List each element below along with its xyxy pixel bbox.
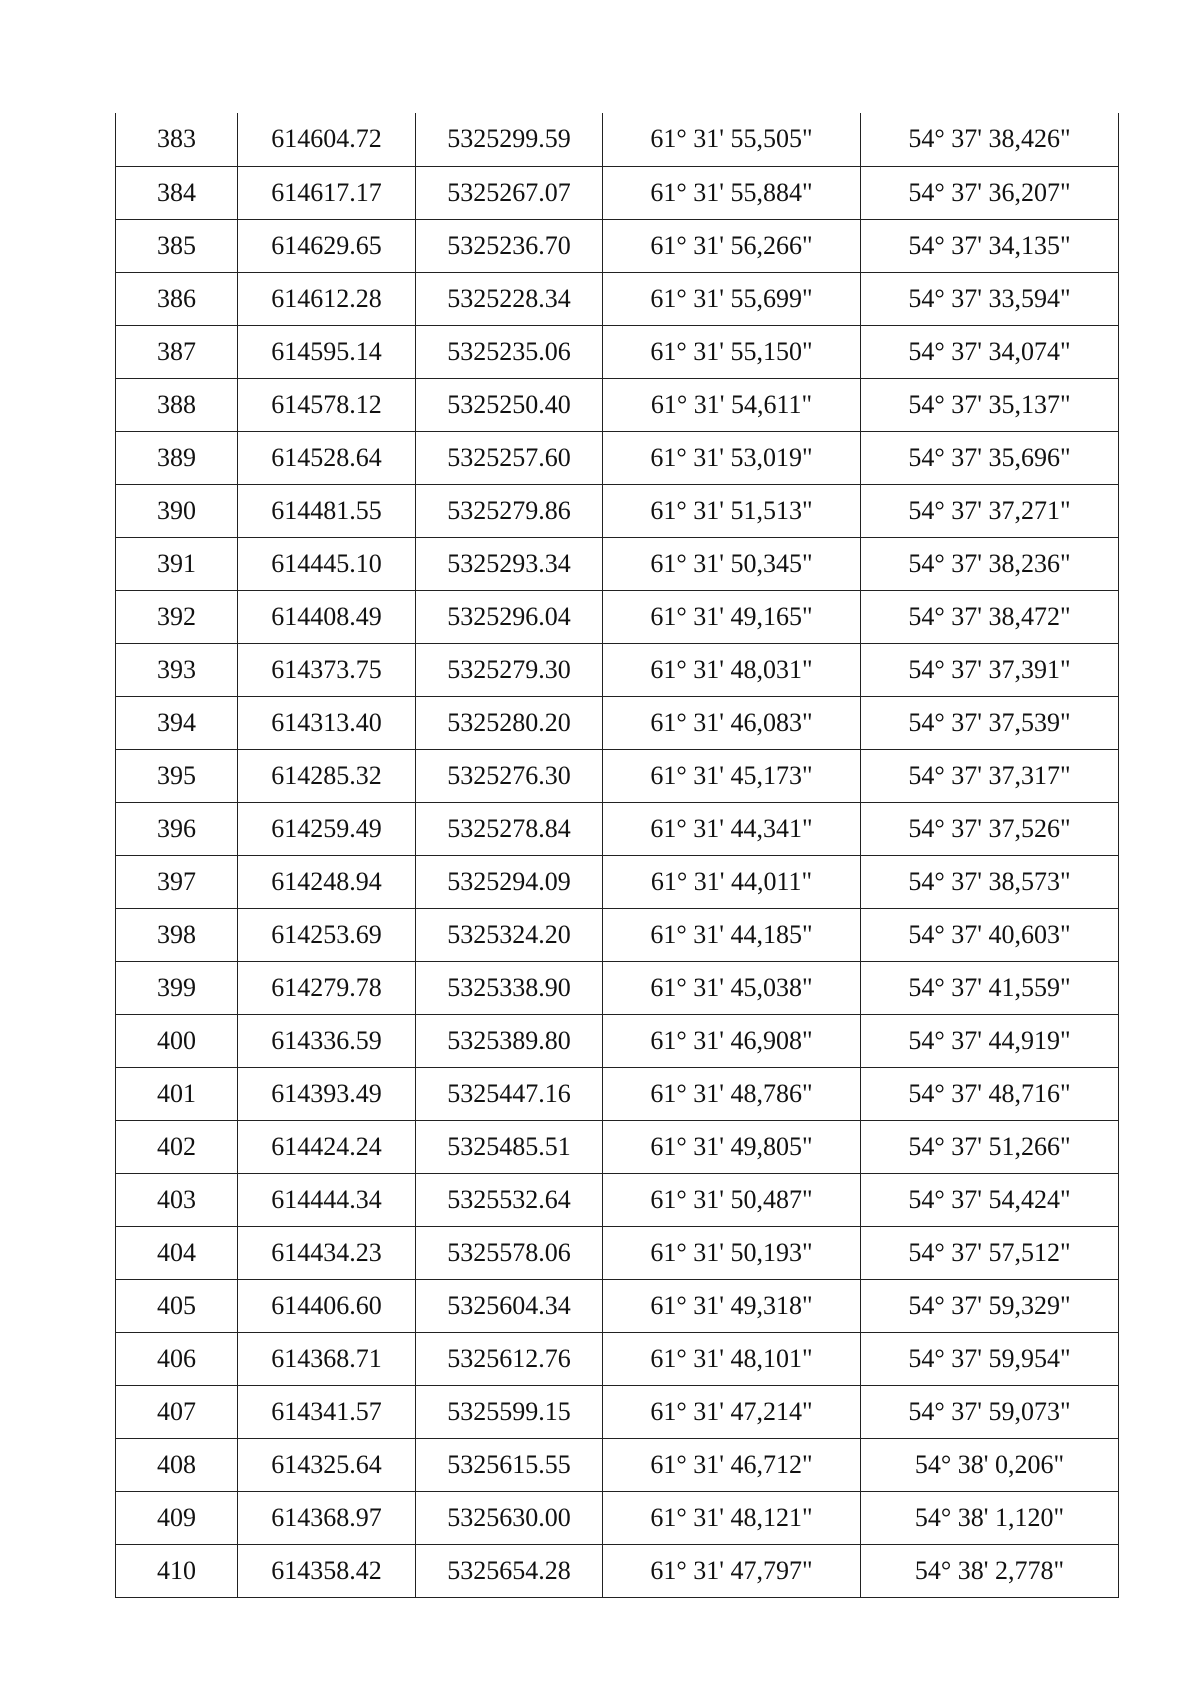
x-coordinate-cell: 614481.55 [238,484,416,537]
latitude-cell: 54° 37' 59,954" [861,1332,1119,1385]
x-coordinate-cell: 614406.60 [238,1279,416,1332]
longitude-cell: 61° 31' 49,165" [603,590,861,643]
longitude-cell: 61° 31' 54,611" [603,378,861,431]
y-coordinate-cell: 5325267.07 [416,166,603,219]
latitude-cell: 54° 37' 59,073" [861,1385,1119,1438]
point-number-cell: 406 [116,1332,238,1385]
point-number-cell: 394 [116,696,238,749]
table-row [116,378,1119,431]
point-number-cell: 389 [116,431,238,484]
longitude-cell: 61° 31' 48,031" [603,643,861,696]
table-row [116,1120,1119,1173]
y-coordinate-cell: 5325599.15 [416,1385,603,1438]
table-row [116,431,1119,484]
point-number-cell: 387 [116,325,238,378]
longitude-cell: 61° 31' 45,173" [603,749,861,802]
point-number-cell: 391 [116,537,238,590]
point-number-cell: 410 [116,1544,238,1597]
x-coordinate-cell: 614368.71 [238,1332,416,1385]
latitude-cell: 54° 37' 34,135" [861,219,1119,272]
y-coordinate-cell: 5325604.34 [416,1279,603,1332]
y-coordinate-cell: 5325235.06 [416,325,603,378]
x-coordinate-cell: 614528.64 [238,431,416,484]
point-number-cell: 399 [116,961,238,1014]
latitude-cell: 54° 37' 44,919" [861,1014,1119,1067]
latitude-cell: 54° 37' 38,426" [861,113,1119,166]
point-number-cell: 392 [116,590,238,643]
longitude-cell: 61° 31' 51,513" [603,484,861,537]
table-row [116,1014,1119,1067]
y-coordinate-cell: 5325338.90 [416,961,603,1014]
table-row [116,113,1119,166]
latitude-cell: 54° 37' 40,603" [861,908,1119,961]
point-number-cell: 408 [116,1438,238,1491]
point-number-cell: 400 [116,1014,238,1067]
table-row [116,219,1119,272]
table-row [116,1173,1119,1226]
y-coordinate-cell: 5325654.28 [416,1544,603,1597]
latitude-cell: 54° 37' 41,559" [861,961,1119,1014]
longitude-cell: 61° 31' 50,193" [603,1226,861,1279]
x-coordinate-cell: 614444.34 [238,1173,416,1226]
longitude-cell: 61° 31' 46,712" [603,1438,861,1491]
latitude-cell: 54° 37' 36,207" [861,166,1119,219]
latitude-cell: 54° 37' 35,696" [861,431,1119,484]
y-coordinate-cell: 5325578.06 [416,1226,603,1279]
longitude-cell: 61° 31' 48,786" [603,1067,861,1120]
x-coordinate-cell: 614408.49 [238,590,416,643]
table-row [116,590,1119,643]
y-coordinate-cell: 5325612.76 [416,1332,603,1385]
table-row [116,696,1119,749]
x-coordinate-cell: 614279.78 [238,961,416,1014]
x-coordinate-cell: 614259.49 [238,802,416,855]
table-row [116,802,1119,855]
longitude-cell: 61° 31' 53,019" [603,431,861,484]
table-row [116,961,1119,1014]
longitude-cell: 61° 31' 55,505" [603,113,861,166]
longitude-cell: 61° 31' 46,083" [603,696,861,749]
latitude-cell: 54° 37' 54,424" [861,1173,1119,1226]
x-coordinate-cell: 614604.72 [238,113,416,166]
x-coordinate-cell: 614424.24 [238,1120,416,1173]
x-coordinate-cell: 614578.12 [238,378,416,431]
longitude-cell: 61° 31' 55,699" [603,272,861,325]
x-coordinate-cell: 614373.75 [238,643,416,696]
latitude-cell: 54° 38' 0,206" [861,1438,1119,1491]
y-coordinate-cell: 5325532.64 [416,1173,603,1226]
x-coordinate-cell: 614358.42 [238,1544,416,1597]
table-row [116,749,1119,802]
point-number-cell: 388 [116,378,238,431]
x-coordinate-cell: 614285.32 [238,749,416,802]
latitude-cell: 54° 37' 48,716" [861,1067,1119,1120]
y-coordinate-cell: 5325389.80 [416,1014,603,1067]
point-number-cell: 404 [116,1226,238,1279]
x-coordinate-cell: 614629.65 [238,219,416,272]
latitude-cell: 54° 37' 37,317" [861,749,1119,802]
point-number-cell: 386 [116,272,238,325]
longitude-cell: 61° 31' 50,487" [603,1173,861,1226]
table-row [116,1226,1119,1279]
x-coordinate-cell: 614368.97 [238,1491,416,1544]
x-coordinate-cell: 614595.14 [238,325,416,378]
latitude-cell: 54° 37' 37,271" [861,484,1119,537]
table-row [116,1332,1119,1385]
x-coordinate-cell: 614617.17 [238,166,416,219]
point-number-cell: 397 [116,855,238,908]
point-number-cell: 409 [116,1491,238,1544]
point-number-cell: 396 [116,802,238,855]
x-coordinate-cell: 614253.69 [238,908,416,961]
x-coordinate-cell: 614434.23 [238,1226,416,1279]
y-coordinate-cell: 5325257.60 [416,431,603,484]
latitude-cell: 54° 37' 34,074" [861,325,1119,378]
y-coordinate-cell: 5325324.20 [416,908,603,961]
longitude-cell: 61° 31' 44,341" [603,802,861,855]
point-number-cell: 385 [116,219,238,272]
table-row [116,1385,1119,1438]
x-coordinate-cell: 614313.40 [238,696,416,749]
point-number-cell: 393 [116,643,238,696]
y-coordinate-cell: 5325236.70 [416,219,603,272]
coordinates-table [115,113,1119,1598]
table-row [116,1544,1119,1597]
point-number-cell: 390 [116,484,238,537]
x-coordinate-cell: 614393.49 [238,1067,416,1120]
latitude-cell: 54° 37' 38,236" [861,537,1119,590]
latitude-cell: 54° 37' 37,526" [861,802,1119,855]
y-coordinate-cell: 5325280.20 [416,696,603,749]
y-coordinate-cell: 5325228.34 [416,272,603,325]
longitude-cell: 61° 31' 50,345" [603,537,861,590]
longitude-cell: 61° 31' 49,318" [603,1279,861,1332]
point-number-cell: 403 [116,1173,238,1226]
y-coordinate-cell: 5325279.30 [416,643,603,696]
table-row [116,272,1119,325]
y-coordinate-cell: 5325278.84 [416,802,603,855]
y-coordinate-cell: 5325294.09 [416,855,603,908]
latitude-cell: 54° 37' 59,329" [861,1279,1119,1332]
table-row [116,325,1119,378]
x-coordinate-cell: 614612.28 [238,272,416,325]
table-row [116,1438,1119,1491]
table-row [116,643,1119,696]
latitude-cell: 54° 38' 1,120" [861,1491,1119,1544]
x-coordinate-cell: 614341.57 [238,1385,416,1438]
longitude-cell: 61° 31' 55,884" [603,166,861,219]
table-row [116,1067,1119,1120]
longitude-cell: 61° 31' 47,797" [603,1544,861,1597]
latitude-cell: 54° 38' 2,778" [861,1544,1119,1597]
table-row [116,166,1119,219]
coordinates-table-body [116,113,1119,1597]
y-coordinate-cell: 5325615.55 [416,1438,603,1491]
point-number-cell: 383 [116,113,238,166]
longitude-cell: 61° 31' 48,121" [603,1491,861,1544]
y-coordinate-cell: 5325276.30 [416,749,603,802]
table-row [116,908,1119,961]
latitude-cell: 54° 37' 33,594" [861,272,1119,325]
latitude-cell: 54° 37' 38,573" [861,855,1119,908]
latitude-cell: 54° 37' 37,391" [861,643,1119,696]
longitude-cell: 61° 31' 44,185" [603,908,861,961]
point-number-cell: 395 [116,749,238,802]
y-coordinate-cell: 5325279.86 [416,484,603,537]
longitude-cell: 61° 31' 44,011" [603,855,861,908]
longitude-cell: 61° 31' 55,150" [603,325,861,378]
table-row [116,1279,1119,1332]
longitude-cell: 61° 31' 47,214" [603,1385,861,1438]
y-coordinate-cell: 5325485.51 [416,1120,603,1173]
longitude-cell: 61° 31' 56,266" [603,219,861,272]
y-coordinate-cell: 5325296.04 [416,590,603,643]
latitude-cell: 54° 37' 37,539" [861,696,1119,749]
longitude-cell: 61° 31' 49,805" [603,1120,861,1173]
table-row [116,1491,1119,1544]
point-number-cell: 405 [116,1279,238,1332]
latitude-cell: 54° 37' 57,512" [861,1226,1119,1279]
table-row [116,484,1119,537]
y-coordinate-cell: 5325293.34 [416,537,603,590]
point-number-cell: 384 [116,166,238,219]
x-coordinate-cell: 614336.59 [238,1014,416,1067]
point-number-cell: 398 [116,908,238,961]
latitude-cell: 54° 37' 51,266" [861,1120,1119,1173]
x-coordinate-cell: 614325.64 [238,1438,416,1491]
y-coordinate-cell: 5325299.59 [416,113,603,166]
longitude-cell: 61° 31' 45,038" [603,961,861,1014]
latitude-cell: 54° 37' 38,472" [861,590,1119,643]
y-coordinate-cell: 5325630.00 [416,1491,603,1544]
point-number-cell: 401 [116,1067,238,1120]
point-number-cell: 402 [116,1120,238,1173]
table-row [116,537,1119,590]
y-coordinate-cell: 5325447.16 [416,1067,603,1120]
point-number-cell: 407 [116,1385,238,1438]
x-coordinate-cell: 614248.94 [238,855,416,908]
x-coordinate-cell: 614445.10 [238,537,416,590]
latitude-cell: 54° 37' 35,137" [861,378,1119,431]
table-row [116,855,1119,908]
longitude-cell: 61° 31' 46,908" [603,1014,861,1067]
y-coordinate-cell: 5325250.40 [416,378,603,431]
longitude-cell: 61° 31' 48,101" [603,1332,861,1385]
